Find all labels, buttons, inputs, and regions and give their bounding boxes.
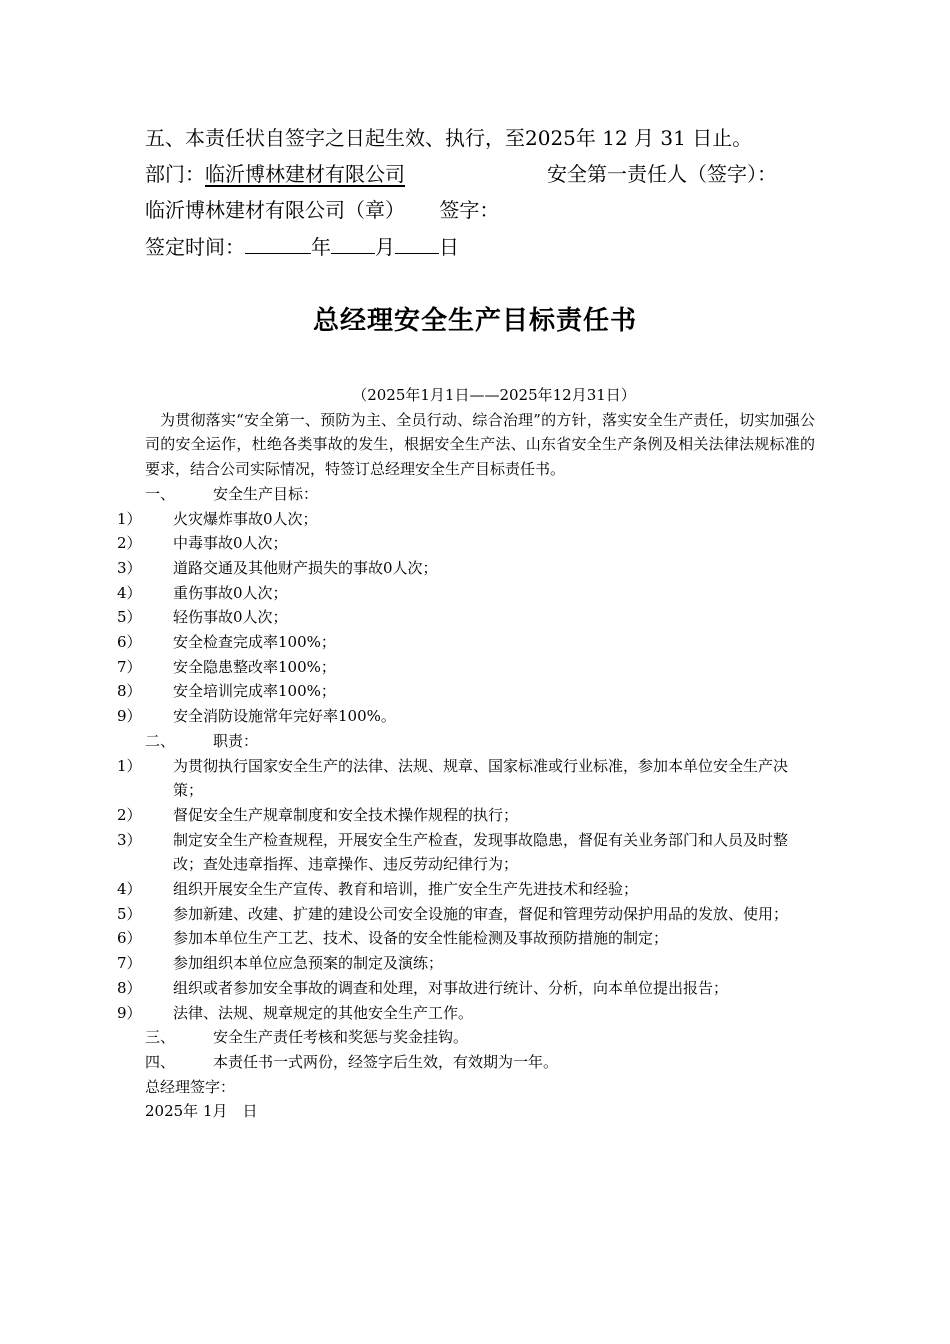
company-seal: 临沂博林建材有限公司（章） — [145, 198, 405, 222]
day-blank — [395, 231, 439, 254]
sign-label: 签字： — [439, 198, 500, 222]
signing-date-label: 签定时间： — [145, 235, 245, 259]
list-item: 3） 道路交通及其他财产损失的事故0人次； — [117, 558, 438, 577]
day-label: 日 — [439, 235, 459, 259]
section-heading: 三、 安全生产责任考核和奖惩与奖金挂钩。 — [145, 1028, 469, 1047]
effective-clause: 五、本责任状自签字之日起生效、执行，至2025年 12 月 31 日止。 — [145, 126, 753, 150]
list-item: 2） 督促安全生产规章制度和安全技术操作规程的执行； — [117, 805, 519, 824]
list-item: 9） 安全消防设施常年完好率100%。 — [117, 707, 396, 726]
department-value: 临沂博林建材有限公司 — [205, 162, 405, 186]
month-blank — [331, 231, 375, 254]
list-item: 1） 火灾爆炸事故0人次； — [117, 509, 318, 528]
list-item: 7） 参加组织本单位应急预案的制定及演练； — [117, 954, 444, 973]
list-item: 4） 组织开展安全生产宣传、教育和培训，推广安全生产先进技术和经验； — [117, 880, 639, 899]
list-item: 8） 组织或者参加安全事故的调查和处理，对事故进行统计、分析，向本单位提出报告； — [117, 978, 729, 997]
list-item: 3） 制定安全生产检查规程，开展安全生产检查，发现事故隐患，督促有关业务部门和人员及时整改；查处违章指挥、违章操作、违反劳动纪律行为； — [117, 830, 789, 874]
company-seal-line — [145, 196, 499, 224]
signing-date-line — [145, 231, 459, 261]
section-heading: 四、 本责任书一式两份，经签字后生效，有效期为一年。 — [145, 1052, 559, 1071]
list-item: 7） 安全隐患整改率100%； — [117, 657, 336, 676]
year-label: 年 — [311, 235, 331, 259]
document-body — [117, 383, 815, 1124]
list-item: 5） 参加新建、改建、扩建的建设公司安全设施的审查，督促和管理劳动保护用品的发放、使用； — [117, 904, 789, 923]
section-heading: 一、 安全生产目标： — [145, 484, 319, 503]
list-item: 6） 参加本单位生产工艺、技术、设备的安全性能检测及事故预防措施的制定； — [117, 929, 669, 948]
validity-period: （2025年1月1日——2025年12月31日） — [352, 386, 636, 404]
list-item: 8） 安全培训完成率100%； — [117, 682, 336, 701]
list-item: 4） 重伤事故0人次； — [117, 583, 288, 602]
list-item: 9） 法律、法规、规章规定的其他安全生产工作。 — [117, 1003, 474, 1022]
list-item: 2） 中毒事故0人次； — [117, 534, 288, 553]
department-label: 部门： — [145, 162, 205, 186]
responsible-label: 安全第一责任人（签字）： — [547, 162, 777, 186]
gm-signature-label: 总经理签字： — [145, 1077, 236, 1096]
month-label: 月 — [375, 235, 395, 259]
section-heading: 二、 职责： — [145, 731, 259, 750]
list-item: 6） 安全检查完成率100%； — [117, 633, 336, 652]
intro-paragraph: 为贯彻落实“安全第一、预防为主、全员行动、综合治理”的方针，落实安全生产责任，切实加强公司的安全运作，杜绝各类事故的发生，根据安全生产法、山东省安全生产条例及相关法律法规标准的要求，结合公司实际情况，特签订总经理安全生产目标责任书。 — [145, 410, 815, 479]
list-item: 1） 为贯彻执行国家安全生产的法律、法规、规章、国家标准或行业标准，参加本单位安全生产决策； — [117, 756, 789, 800]
signature-date: 2025年 1月 日 — [145, 1102, 258, 1121]
list-item: 5） 轻伤事故0人次； — [117, 608, 288, 627]
document-title: 总经理安全生产目标责任书 — [312, 306, 637, 336]
department-line — [145, 160, 815, 188]
year-blank — [245, 231, 311, 254]
